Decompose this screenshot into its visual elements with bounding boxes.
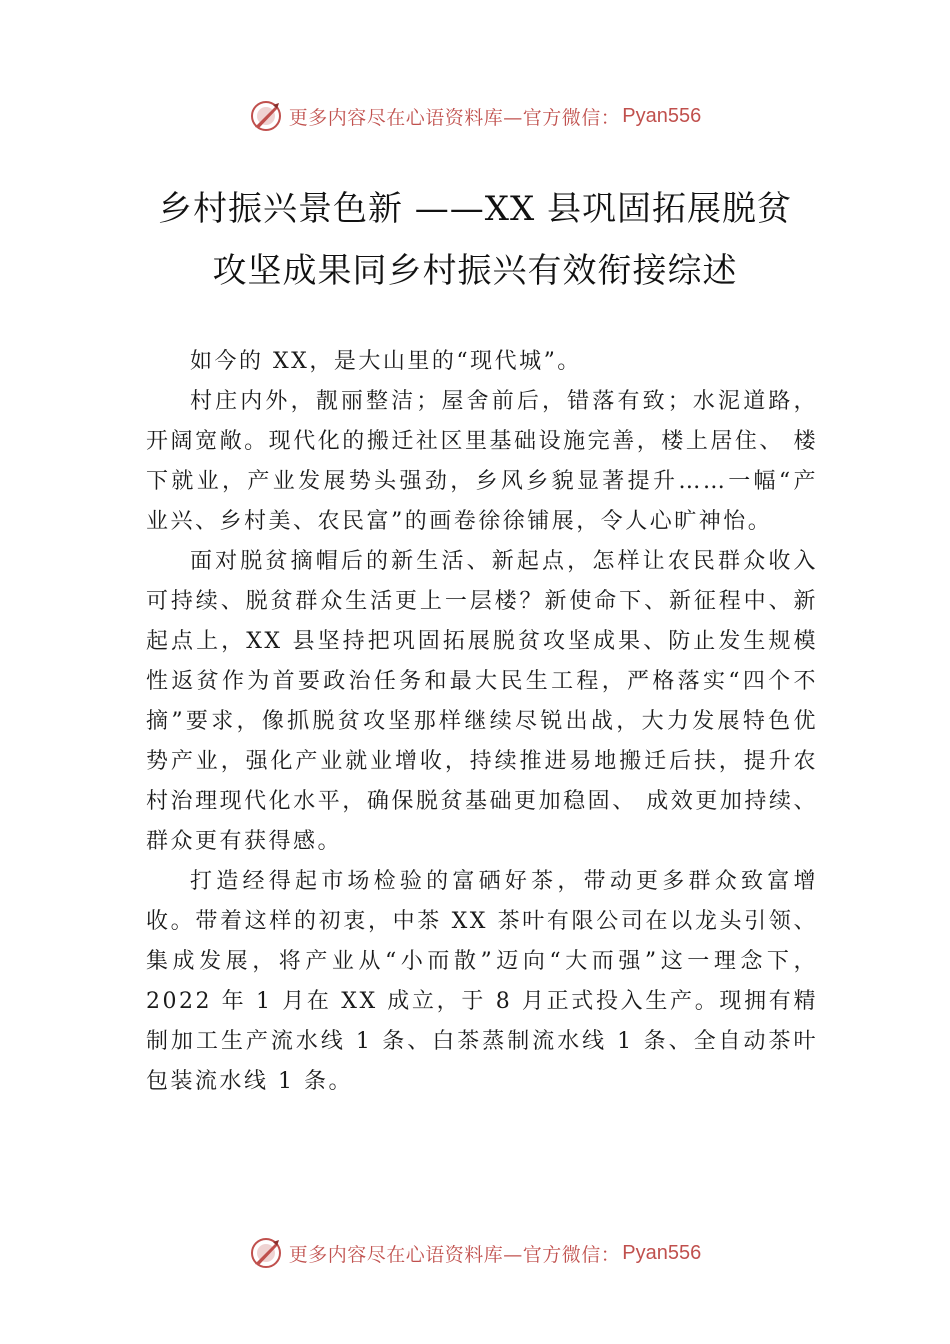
paragraph: 打造经得起市场检验的富硒好茶，带动更多群众致富增收。带着这样的初衷，中茶 XX 茶叶有限公司在以龙头引领、集成发展，将产业从“小而散”迈向“大而强”这一理念下，2022 年 1 月在 XX 成立，于 8 月正式投入生产。现拥有精制加工生产流水线 1 条、白茶蒸制流水线 1 条、全自动茶叶包装流水线 1 条。 [146,869,818,1094]
footer-banner [0,1233,950,1273]
quill-seal-icon [249,99,283,133]
paragraph: 如今的 XX，是大山里的“现代城”。 [190,349,582,374]
footer-banner-text: 更多内容尽在心语资料库—官方微信： [288,1243,621,1266]
footer-banner-code: Pyan556 [622,1241,702,1264]
document-title-line-1: 乡村振兴景色新 ——XX 县巩固拓展脱贫 [157,189,793,229]
document-title-line-2: 攻坚成果同乡村振兴有效衔接综述 [212,251,738,291]
paragraph: 村庄内外，靓丽整洁；屋舍前后，错落有致；水泥道路，开阔宽敞。现代化的搬迁社区里基础设施完善，楼上居住、 楼下就业，产业发展势头强劲，乡风乡貌显著提升……一幅“产业兴、乡村美、农民富”的画卷徐徐铺展，令人心旷神怡。 [146,389,818,534]
header-banner-text: 更多内容尽在心语资料库—官方微信： [288,106,621,129]
header-banner [0,96,950,136]
quill-seal-icon [249,1236,283,1270]
document-body [146,342,818,1102]
paragraph: 面对脱贫摘帽后的新生活、新起点，怎样让农民群众收入可持续、脱贫群众生活更上一层楼？新使命下、新征程中、新起点上，XX 县坚持把巩固拓展脱贫攻坚成果、防止发生规模性返贫作为首要政治任务和最大民生工程，严格落实“四个不摘”要求，像抓脱贫攻坚那样继续尽锐出战，大力发展特色优势产业，强化产业就业增收，持续推进易地搬迁后扶，提升农村治理现代化水平，确保脱贫基础更加稳固、 成效更加持续、群众更有获得感。 [146,549,818,854]
header-banner-code: Pyan556 [622,104,702,127]
